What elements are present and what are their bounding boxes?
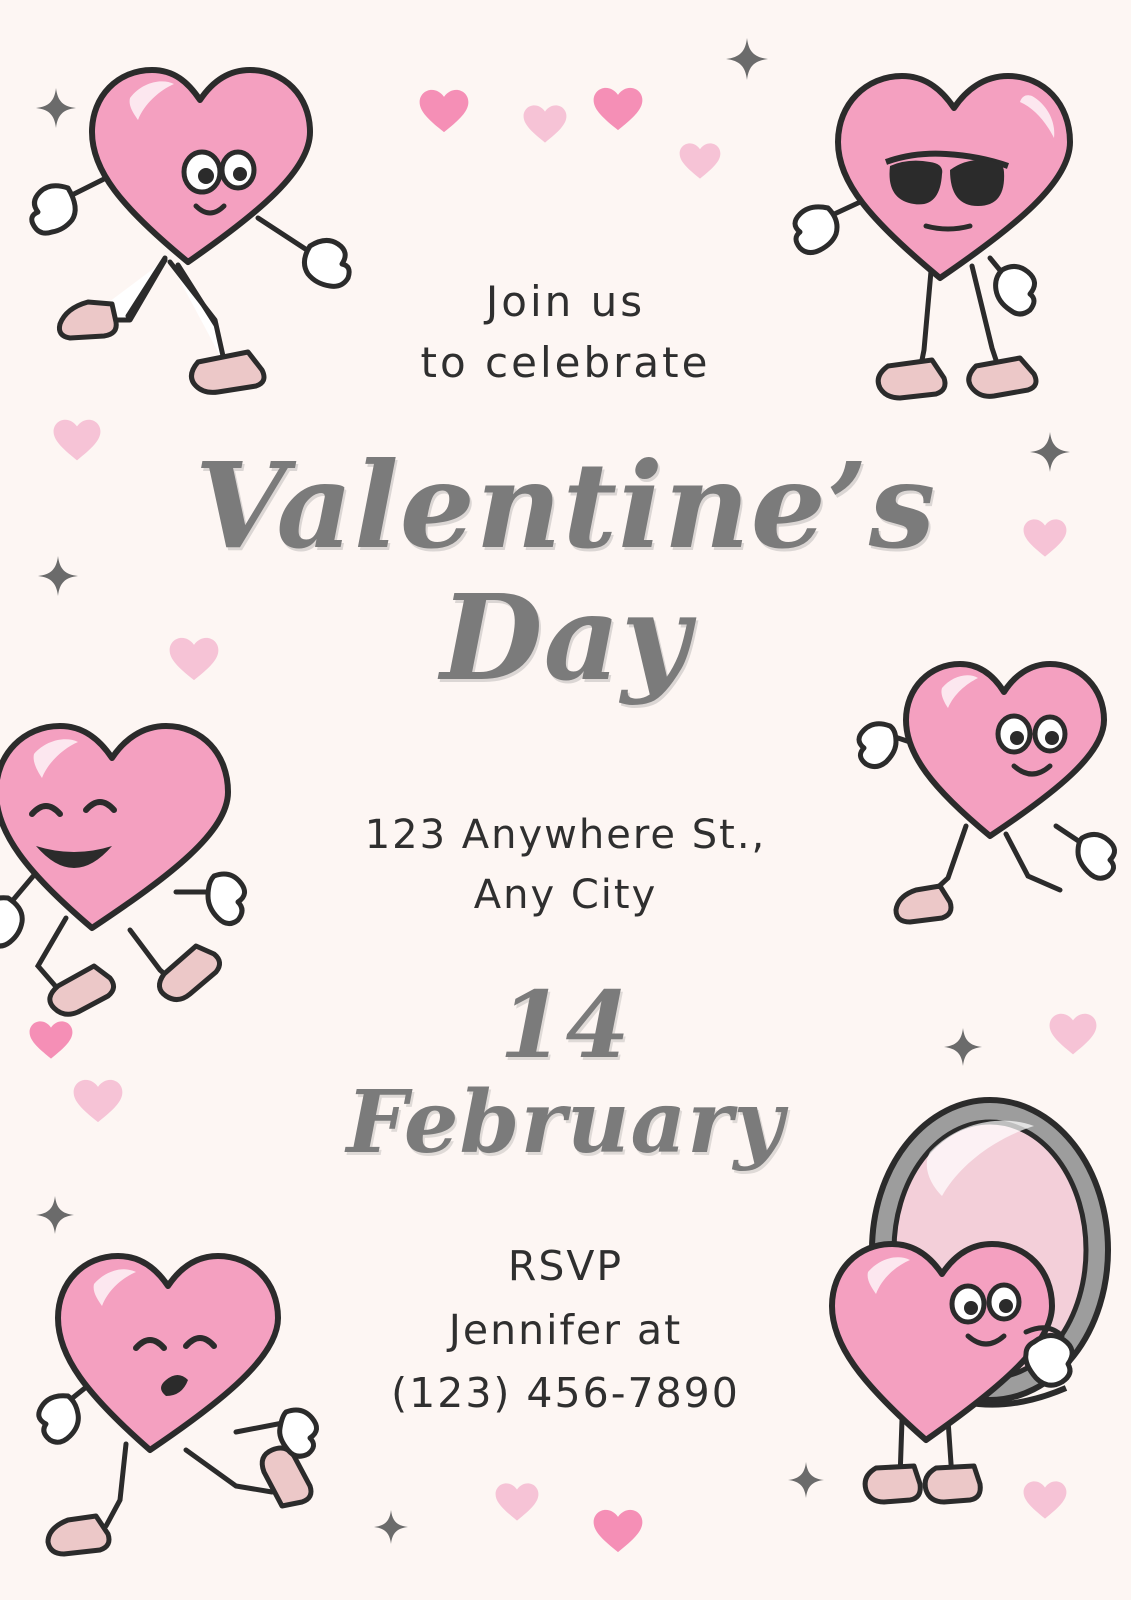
title-line-2: Day (440, 568, 691, 708)
intro-line-1: Join us (485, 277, 646, 326)
mini-heart-icon (592, 1508, 644, 1554)
rsvp-block (0, 1235, 1131, 1426)
address-line-2: Any City (473, 872, 658, 918)
address-line-1: 123 Anywhere St., (364, 812, 767, 858)
rsvp-phone: (123) 456-7890 (391, 1369, 740, 1418)
title-line-1: Valentine’s (194, 436, 937, 575)
event-day: 14 (499, 971, 632, 1079)
mini-heart-icon (494, 1482, 540, 1522)
page-title (0, 436, 1131, 708)
intro-text (0, 272, 1131, 394)
rsvp-label: RSVP (507, 1242, 624, 1290)
event-date (0, 971, 1131, 1174)
sparkle-icon (374, 1510, 408, 1544)
event-month: February (346, 1072, 785, 1174)
mini-heart-icon (522, 104, 568, 144)
mini-heart-icon (592, 86, 644, 132)
mini-heart-icon (418, 88, 470, 134)
intro-line-2: to celebrate (420, 337, 711, 387)
rsvp-contact-name: Jennifer at (448, 1305, 683, 1354)
address-text (0, 805, 1131, 925)
